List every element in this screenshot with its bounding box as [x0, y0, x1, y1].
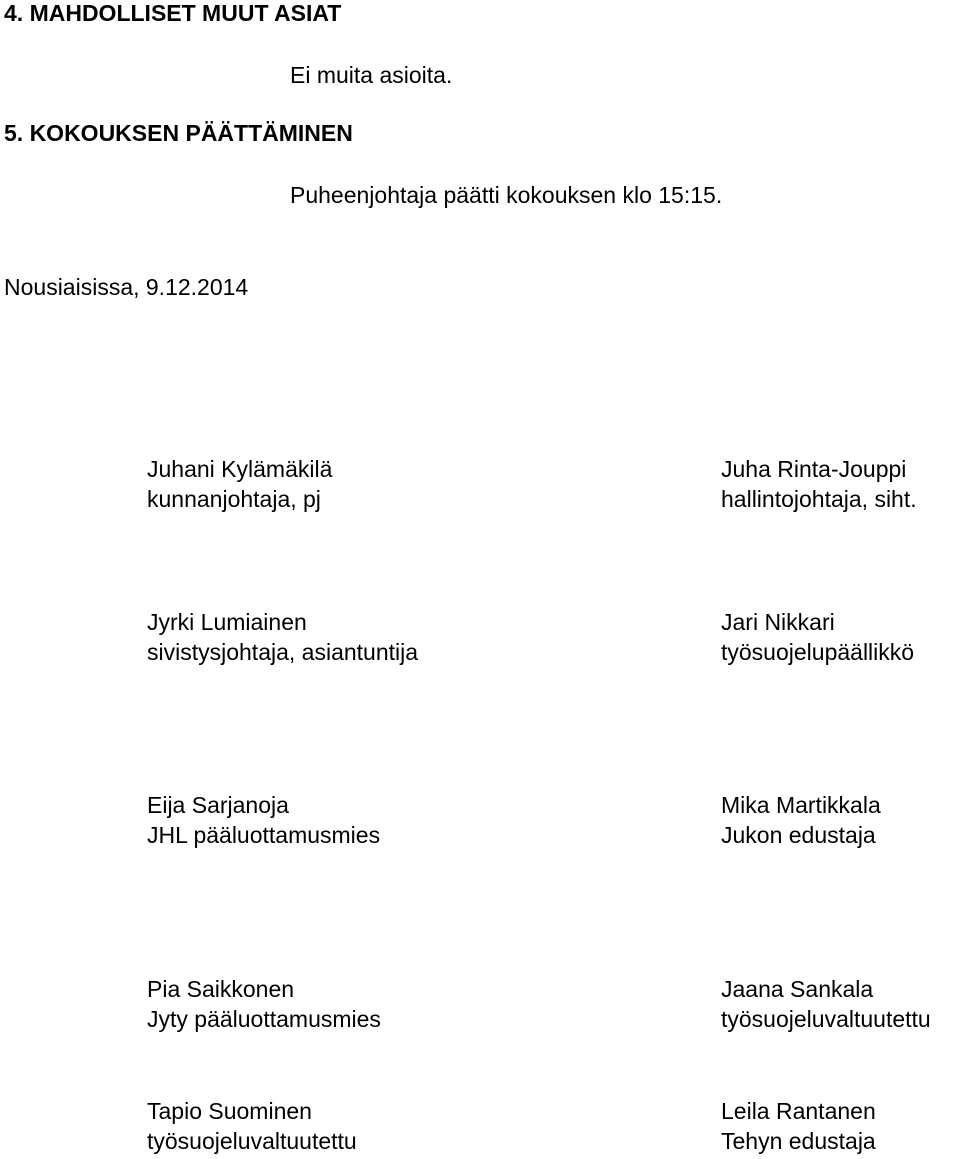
signatory-title: Jukon edustaja	[721, 822, 876, 848]
section-4-heading: 4. MAHDOLLISET MUUT ASIAT	[4, 0, 342, 26]
signatory-title: hallintojohtaja, siht.	[721, 486, 917, 512]
signature-block	[721, 974, 931, 1034]
signatory-title: JHL pääluottamusmies	[147, 822, 381, 848]
signature-block	[721, 607, 914, 667]
signature-block	[721, 454, 917, 514]
signatory-name: Mika Martikkala	[721, 792, 881, 818]
signature-block	[147, 454, 332, 514]
signatory-title: kunnanjohtaja, pj	[147, 486, 321, 512]
section-4-body: Ei muita asioita.	[290, 62, 453, 88]
signature-block	[147, 974, 381, 1034]
signatory-title: työsuojelupäällikkö	[721, 639, 915, 665]
signatory-title: sivistysjohtaja, asiantuntija	[147, 639, 419, 665]
signatory-name: Eija Sarjanoja	[147, 792, 289, 818]
signature-block	[721, 790, 881, 850]
signatory-name: Jyrki Lumiainen	[147, 609, 307, 635]
signatory-title: työsuojeluvaltuutettu	[147, 1128, 357, 1154]
signatory-name: Jari Nikkari	[721, 609, 835, 635]
section-5-body: Puheenjohtaja päätti kokouksen klo 15:15.	[290, 182, 723, 208]
signatory-name: Juha Rinta-Jouppi	[721, 456, 907, 482]
signatory-title: Jyty pääluottamusmies	[147, 1006, 381, 1032]
signatory-name: Jaana Sankala	[721, 976, 874, 1002]
signatory-name: Tapio Suominen	[147, 1098, 312, 1124]
signatory-name: Leila Rantanen	[721, 1098, 876, 1124]
place-date: Nousiaisissa, 9.12.2014	[4, 274, 249, 300]
section-5-heading: 5. KOKOUKSEN PÄÄTTÄMINEN	[4, 120, 353, 146]
signature-block	[147, 1096, 357, 1156]
signatory-title: Tehyn edustaja	[721, 1128, 876, 1154]
signature-block	[147, 790, 380, 850]
signature-block	[721, 1096, 876, 1156]
signature-block	[147, 607, 418, 667]
signatory-name: Pia Saikkonen	[147, 976, 295, 1002]
signatory-name: Juhani Kylämäkilä	[147, 456, 333, 482]
signatory-title: työsuojeluvaltuutettu	[721, 1006, 931, 1032]
